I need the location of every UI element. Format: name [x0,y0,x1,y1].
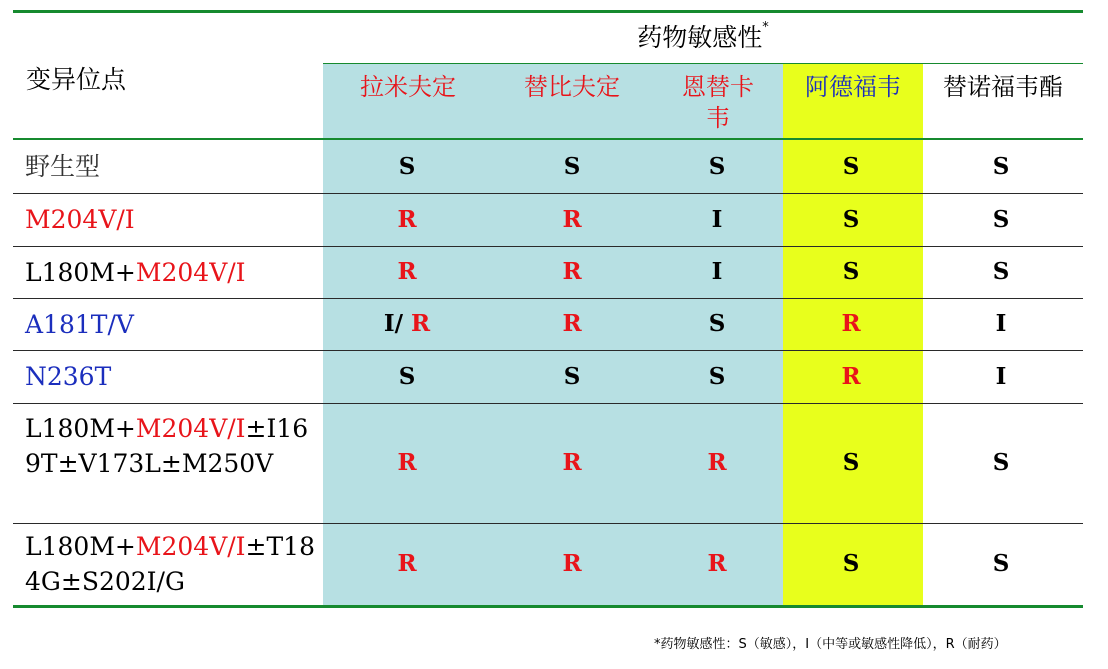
sensitivity-value: S [563,362,581,390]
sensitivity-cell [677,310,757,337]
mutation-site-cell [25,149,320,184]
mutation-site-cell [25,307,320,342]
sensitivity-value: R [397,550,417,577]
sensitivity-value: S [708,310,726,337]
sensitivity-value: S [398,362,416,390]
mutation-site-cell [25,529,320,599]
header-sub-rule [323,63,1083,64]
header-bottom-rule [13,138,1083,140]
sensitivity-cell [961,206,1041,233]
row-divider [13,246,1083,247]
row-divider [13,193,1083,194]
sensitivity-cell [677,258,757,285]
sensitivity-cell [532,153,612,180]
drug-header-adefovir: 阿德福韦 [805,73,901,101]
mutation-site-segment: M204V/I [135,413,246,443]
sensitivity-cell [811,153,891,180]
sensitivity-cell [367,363,447,390]
sensitivity-cell [961,550,1041,577]
mutation-site-segment: ±I169T±V173L±M250V [25,413,309,478]
sensitivity-cell [961,258,1041,285]
drug-sensitivity-header: 药物敏感性* [637,20,769,52]
sensitivity-cell [367,206,447,233]
row-divider [13,350,1083,351]
sensitivity-cell [961,153,1041,180]
sensitivity-value: S [842,205,860,233]
drug-header-lamivudine: 拉米夫定 [360,73,456,101]
sensitivity-value: S [398,152,416,180]
row-divider [13,298,1083,299]
drug-header-entecavir: 恩替卡韦 [682,73,754,132]
sensitivity-value: R [562,550,582,577]
sensitivity-cell [811,258,891,285]
sensitivity-cell [677,153,757,180]
mutation-site-segment: L180M+ [25,257,136,287]
sensitivity-cell [367,258,447,285]
sensitivity-cell [811,206,891,233]
sensitivity-value: R [397,449,417,476]
sensitivity-cell [677,206,757,233]
sensitivity-cell [367,153,447,180]
drug-header-tenofovir: 替诺福韦酯 [943,73,1063,101]
sensitivity-cell [367,449,447,476]
sensitivity-value: S [992,152,1010,180]
sensitivity-value: R [707,449,727,476]
sensitivity-cell [532,363,612,390]
sensitivity-cell [961,363,1041,390]
sensitivity-value: R [397,258,417,285]
sensitivity-cell [532,449,612,476]
sensitivity-value: S [992,205,1010,233]
sensitivity-cell [811,550,891,577]
mutation-site-segment: A181T/V [25,309,134,339]
mutation-site-cell [25,202,320,237]
mutation-site-segment: L180M+ [25,532,136,561]
sensitivity-value: S [842,258,860,285]
sensitivity-value: S [842,449,860,476]
row-divider [13,403,1083,404]
sensitivity-value: S [992,258,1010,285]
sensitivity-cell [532,206,612,233]
sensitivity-value: S [708,362,726,390]
sensitivity-value: I/ [383,310,412,337]
footnote: *药物敏感性：S（敏感），I（中等或敏感性降低），R（耐药） [654,637,1007,652]
sensitivity-value: S [992,449,1010,476]
mutation-site-cell [25,359,320,394]
table-top-rule [13,10,1083,13]
sensitivity-cell [532,310,612,337]
mutation-site-cell [25,255,320,290]
sensitivity-value: I [711,205,723,233]
sensitivity-cell [367,310,447,337]
mutation-site-segment: M204V/I [25,205,135,234]
mutation-site-segment: ±T184G±S202I/G [25,532,315,596]
mutation-site-cell [25,411,320,481]
sensitivity-value: S [563,152,581,180]
sensitivity-value: R [411,310,431,337]
drug-header-telbivudine: 替比夫定 [524,73,620,101]
table-bottom-rule [13,605,1083,608]
mutation-site-header: 变异位点 [26,65,127,94]
sensitivity-cell [811,310,891,337]
mutation-site-segment: 野生型 [25,152,101,181]
sensitivity-value: S [842,152,860,180]
sensitivity-value: R [397,205,417,233]
sensitivity-value: S [708,152,726,180]
mutation-site-segment: M204V/I [135,257,246,287]
sensitivity-cell [532,258,612,285]
sensitivity-value: R [562,258,582,285]
sensitivity-cell [532,550,612,577]
sensitivity-value: R [841,362,861,390]
sensitivity-cell [961,310,1041,337]
mutation-site-segment: N236T [25,362,112,391]
sensitivity-value: I [711,258,723,285]
sensitivity-cell [811,449,891,476]
sensitivity-value: R [707,550,727,577]
sensitivity-cell [677,449,757,476]
sensitivity-cell [811,363,891,390]
sensitivity-cell [677,363,757,390]
sensitivity-value: R [562,310,582,337]
mutation-site-segment: M204V/I [135,532,246,561]
sensitivity-value: S [992,550,1010,577]
sensitivity-value: R [841,310,861,337]
sensitivity-value: R [562,449,582,476]
sensitivity-value: S [842,550,860,577]
row-divider [13,523,1083,524]
sensitivity-value: R [562,205,582,233]
sensitivity-value: I [995,310,1007,337]
sensitivity-cell [677,550,757,577]
sensitivity-cell [961,449,1041,476]
sensitivity-cell [367,550,447,577]
sensitivity-value: I [995,362,1007,390]
mutation-site-segment: L180M+ [25,413,136,443]
